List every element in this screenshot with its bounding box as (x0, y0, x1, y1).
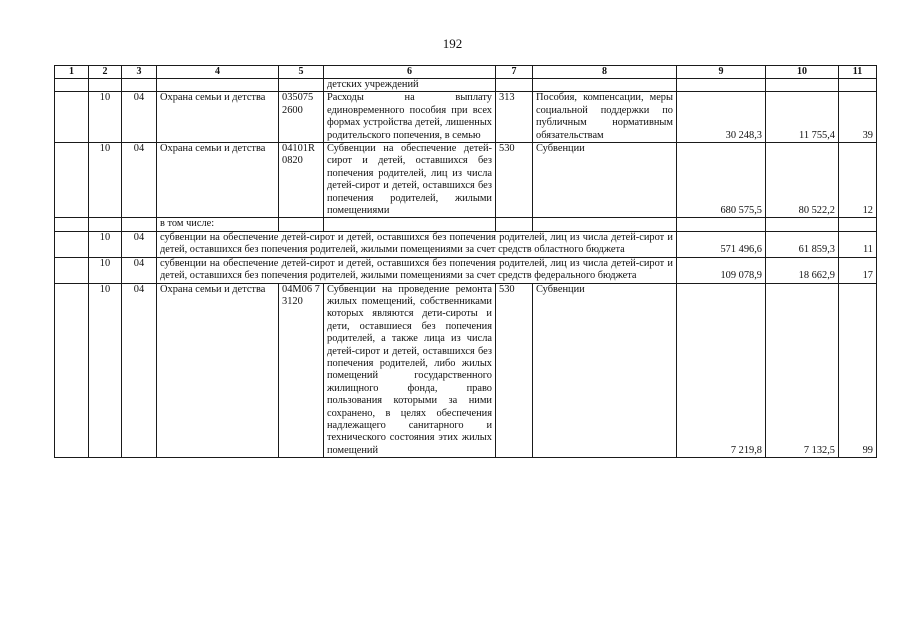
continuation-row (55, 79, 877, 92)
amount-col-9: 680 575,5 (677, 143, 766, 218)
subsection-code: 04 (122, 143, 157, 218)
section-code: 10 (89, 231, 122, 257)
header-row (55, 66, 877, 79)
expense-description: Субвенции на проведение ремонта жилых помещений, собственниками которых являются дети-сироты и дети, оставшиеся без попечения родителей, а также лица из числа детей-сирот и детей, оставшихся без попечения родителей, либо жилых помещений государственного жилищного фонда, право пользования которыми за ними сохранено, в целях обеспечения надлежащего санитарного и технического состояния этих жилых помещений (324, 283, 496, 458)
header-col-1: 1 (55, 66, 89, 79)
section-name: Охрана семьи и детства (157, 143, 279, 218)
sub-row-description: субвенции на обеспечение детей-сирот и детей, оставшихся без попечения родителей, лиц из числа детей-сирот и детей, оставшихся без попечения родителей, жилыми помещениями за счет средств федерального бюджета (157, 257, 677, 283)
header-col-5: 5 (279, 66, 324, 79)
amount-col-9: 7 219,8 (677, 283, 766, 458)
header-col-11: 11 (839, 66, 877, 79)
target-article-code: 035075 2600 (279, 92, 324, 143)
section-name: Охрана семьи и детства (157, 92, 279, 143)
section-code: 10 (89, 92, 122, 143)
percent-col-11: 11 (839, 231, 877, 257)
section-code: 10 (89, 143, 122, 218)
page-number: 192 (442, 36, 463, 51)
header-col-2: 2 (89, 66, 122, 79)
amount-col-10: 18 662,9 (766, 257, 839, 283)
header-col-10: 10 (766, 66, 839, 79)
section-name: Охрана семьи и детства (157, 283, 279, 458)
expense-type-name: Субвенции (533, 283, 677, 458)
header-col-9: 9 (677, 66, 766, 79)
expense-type-name: Субвенции (533, 143, 677, 218)
amount-col-9: 109 078,9 (677, 257, 766, 283)
table-row (55, 283, 877, 458)
sub-row (55, 257, 877, 283)
percent-col-11: 99 (839, 283, 877, 458)
subsection-code: 04 (122, 92, 157, 143)
sub-row-description: субвенции на обеспечение детей-сирот и детей, оставшихся без попечения родителей, лиц из числа детей-сирот и детей, оставшихся без попечения родителей, жилыми помещениями за счет средств областного бюджета (157, 231, 677, 257)
expense-type-code: 530 (496, 283, 533, 458)
section-code: 10 (89, 283, 122, 458)
amount-col-10: 11 755,4 (766, 92, 839, 143)
including-label: в том числе: (157, 218, 279, 231)
expense-description: Расходы на выплату единовременного пособия при всех формах устройства детей, лишенных родительского попечения, в семью (324, 92, 496, 143)
header-col-4: 4 (157, 66, 279, 79)
table-row (55, 143, 877, 218)
section-code: 10 (89, 257, 122, 283)
amount-col-10: 7 132,5 (766, 283, 839, 458)
header-col-7: 7 (496, 66, 533, 79)
amount-col-9: 30 248,3 (677, 92, 766, 143)
continuation-text: детских учреждений (324, 79, 496, 92)
expense-description: Субвенции на обеспечение детей-сирот и детей, оставшихся без попечения родителей, лиц из числа детей-сирот и детей, оставшихся без попечения родителей, жилыми помещениями (324, 143, 496, 218)
subsection-code: 04 (122, 283, 157, 458)
target-article-code: 04101R 0820 (279, 143, 324, 218)
table-row (55, 92, 877, 143)
header-col-8: 8 (533, 66, 677, 79)
subsection-code: 04 (122, 231, 157, 257)
header-col-3: 3 (122, 66, 157, 79)
subsection-code: 04 (122, 257, 157, 283)
including-row (55, 218, 877, 231)
sub-row (55, 231, 877, 257)
amount-col-10: 61 859,3 (766, 231, 839, 257)
expense-type-code: 530 (496, 143, 533, 218)
target-article-code: 04М06 73120 (279, 283, 324, 458)
percent-col-11: 39 (839, 92, 877, 143)
percent-col-11: 12 (839, 143, 877, 218)
budget-table (54, 65, 877, 458)
percent-col-11: 17 (839, 257, 877, 283)
amount-col-10: 80 522,2 (766, 143, 839, 218)
header-col-6: 6 (324, 66, 496, 79)
expense-type-code: 313 (496, 92, 533, 143)
expense-type-name: Пособия, компенсации, меры социальной поддержки по публичным нормативным обязательствам (533, 92, 677, 143)
amount-col-9: 571 496,6 (677, 231, 766, 257)
